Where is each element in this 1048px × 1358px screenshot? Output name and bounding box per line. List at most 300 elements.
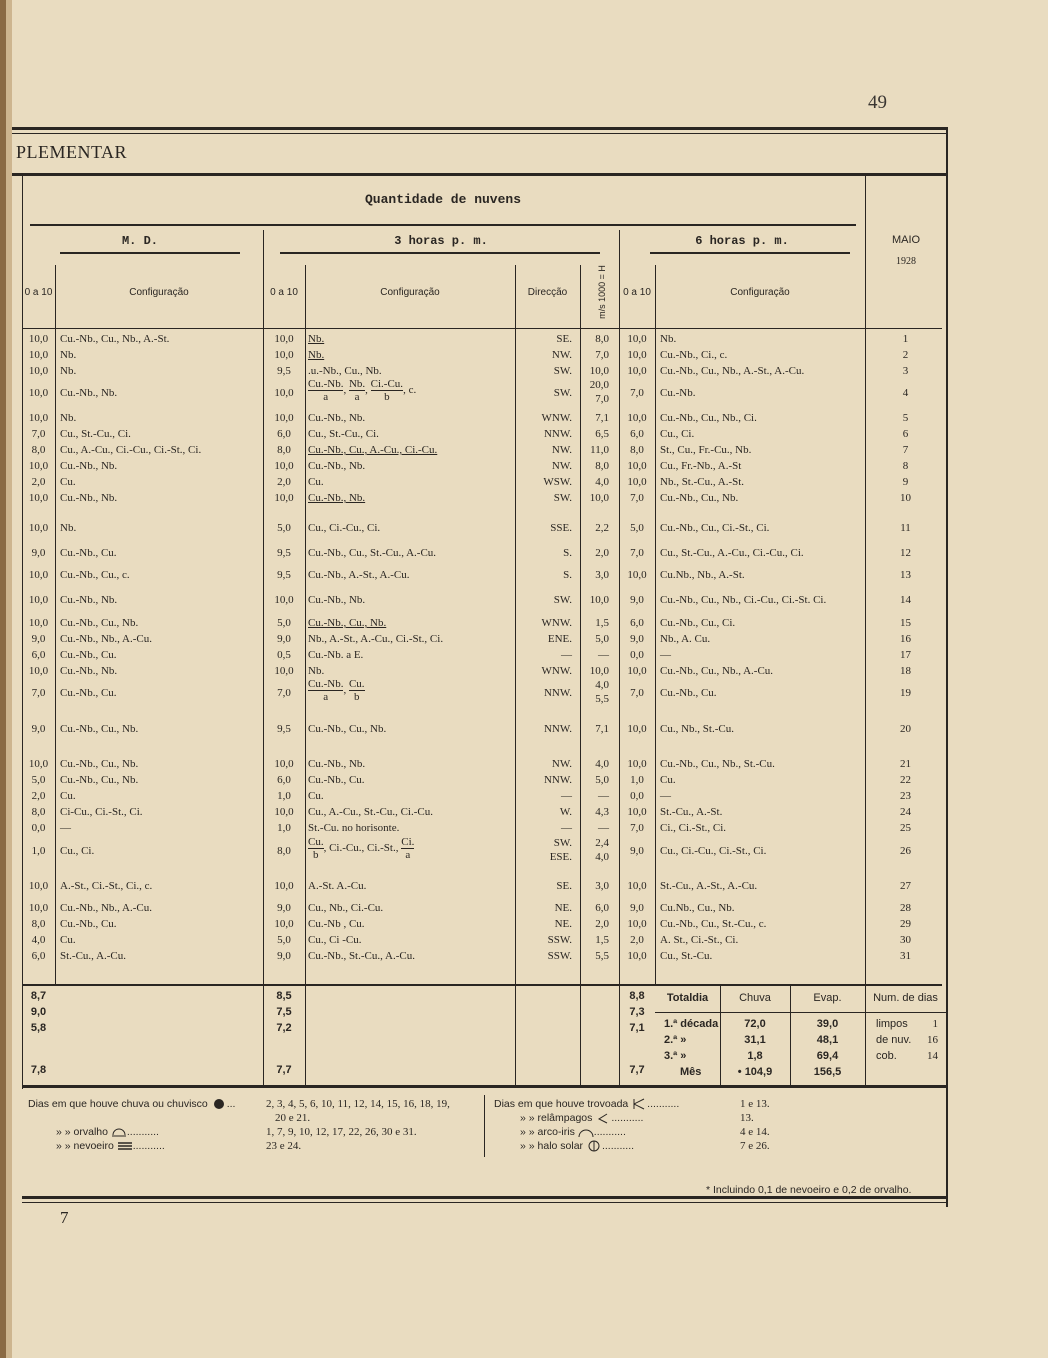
row-7-col-f: 11,0 [590,444,609,456]
row-26-col-g: 9,0 [630,845,644,857]
header-3pm: 3 horas p. m. [394,234,488,248]
row-29-col-h: Cu.-Nb., Cu., St.-Cu., c. [660,918,767,930]
row-15-col-d: Cu.-Nb., Cu., Nb. [308,617,387,629]
book-spine-edge [6,0,12,1358]
row-3-col-d: .u.-Nb., Cu., Nb. [308,365,382,377]
row-24-col-g: 10,0 [627,806,647,818]
row-2-col-h: Cu.-Nb., Ci., c. [660,349,728,361]
row-5-col-a: 10,0 [28,412,49,424]
row-27-col-g: 10,0 [627,880,647,892]
fraction-top: Cu.-Nb. [308,378,344,390]
row-4-col-f [580,378,609,406]
row-12-col-c: 9,5 [277,547,291,559]
row-13-col-e: S. [563,569,572,581]
row-22-col-h: Cu. [660,774,676,786]
row-9-col-i: 9 [902,476,909,488]
col-h6-scale: 0 a 10 [623,287,651,298]
col-md-scale: 0 a 10 [24,287,53,298]
row-19-col-a: 7,0 [31,687,46,699]
row-23-col-c: 1,0 [277,790,291,802]
footer-right-value-1: 13. [740,1112,754,1124]
header-md: M. D. [121,234,158,248]
row-22-col-d: Cu.-Nb., Cu. [308,774,365,786]
separator: , [343,384,349,397]
footer-left-value-1: 20 e 21. [275,1112,311,1124]
row-26-col-b: Cu., Ci. [60,845,95,857]
row-26-col-c: 8,0 [277,845,291,857]
row-14-col-a: 10,0 [28,594,49,606]
row-29-col-d: Cu.-Nb , Cu. [308,918,365,930]
row-12-col-h: Cu., St.-Cu., A.-Cu., Ci.-Cu., Ci. [660,547,804,559]
row-31-col-b: St.-Cu., A.-Cu. [60,950,127,962]
row-30-col-f: 1,5 [595,934,609,946]
row-14-col-b: Cu.-Nb., Nb. [60,594,118,606]
row-24-col-c: 10,0 [274,806,294,818]
decade-evap-1: 48,1 [816,1034,839,1046]
row-22-col-i: 22 [900,774,911,786]
row-21-col-i: 21 [900,758,911,770]
row-3-col-i: 3 [902,365,909,377]
col-line [55,265,56,985]
row-10-col-h: Cu.-Nb., Cu., Nb. [660,492,739,504]
row-31-col-f: 5,5 [595,950,609,962]
footer-left-label-3 [56,1140,165,1152]
top-rule-thin [12,133,947,134]
speed-label: m/s [597,304,607,319]
row-6-col-i: 6 [902,428,909,440]
value-upper: SW. [553,837,572,849]
row-7-col-d: Cu.-Nb., Cu., A.-Cu., Ci.-Cu. [308,444,438,456]
halo-icon [586,1140,602,1152]
row-24-col-a: 8,0 [31,806,46,818]
row-25-col-g: 7,0 [630,822,644,834]
summary-h6-2: 7,1 [629,1022,645,1034]
row-28-col-e: NE. [554,902,572,914]
row-21-col-b: Cu.-Nb., Cu., Nb. [60,758,139,770]
row-6-col-g: 6,0 [630,428,644,440]
row-13-col-h: Cu.Nb., Nb., A.-St. [660,569,745,581]
row-3-col-a: 10,0 [28,365,49,377]
decade-rain-0: 72,0 [744,1018,766,1030]
row-19-col-g: 7,0 [630,687,644,699]
row-14-col-c: 10,0 [274,594,294,606]
col-line [515,265,516,1085]
row-2-col-g: 10,0 [627,349,647,361]
row-1-col-b: Cu.-Nb., Cu., Nb., A.-St. [60,333,170,345]
row-21-col-c: 10,0 [274,758,294,770]
row-6-col-d: Cu., St.-Cu., Ci. [308,428,379,440]
row-22-col-a: 5,0 [31,774,46,786]
fraction-top: Cu. [348,678,365,690]
row-24-col-i: 24 [900,806,911,818]
col-h3-scale: 0 a 10 [270,287,298,298]
row-14-col-h: Cu.-Nb., Cu., Nb., Ci.-Cu., Ci.-St. Ci. [660,594,827,606]
footer-left-label-2 [56,1126,159,1138]
footer-text: » » relâmpagos [520,1112,593,1124]
row-31-col-i: 31 [900,950,911,962]
row-30-col-b: Cu. [60,934,76,946]
row-4-col-i: 4 [902,387,909,399]
row-23-col-i: 23 [900,790,911,802]
header-month: MAIO [891,234,921,246]
row-27-col-e: SE. [556,880,572,892]
row-23-col-f: — [598,790,609,802]
row-26-col-i: 26 [900,845,911,857]
row-20-col-d: Cu.-Nb., Cu., Nb. [308,723,387,735]
row-19-col-f [580,678,609,706]
row-15-col-f: 1,5 [595,617,609,629]
row-18-col-h: Cu.-Nb., Cu., Nb., A.-Cu. [660,665,774,677]
row-10-col-e: SW. [553,492,572,504]
row-17-col-c: 0,5 [277,649,291,661]
row-19-col-h: Cu.-Nb., Cu. [660,687,717,699]
row-5-col-h: Cu.-Nb., Cu., Nb., Ci. [660,412,757,424]
footer-text: » » arco-iris [520,1126,575,1138]
row-12-col-f: 2,0 [595,547,609,559]
row-7-col-c: 8,0 [277,444,291,456]
row-25-col-f: — [598,822,609,834]
row-11-col-f: 2,2 [595,522,609,534]
summary-rule [22,984,942,986]
row-5-col-b: Nb. [60,412,77,424]
row-8-col-f: 8,0 [595,460,609,472]
decade-evap-2: 69,4 [816,1050,839,1062]
row-3-col-h: Cu.-Nb., Cu., Nb., A.-St., A.-Cu. [660,365,805,377]
row-16-col-d: Nb., A.-St., A.-Cu., Ci.-St., Ci. [308,633,444,645]
footer-dots: ........... [601,1140,635,1152]
row-24-col-h: St.-Cu., A.-St. [660,806,723,818]
row-3-col-c: 9,5 [277,365,291,377]
fraction-top: Ci.-Cu. [370,378,404,390]
row-13-col-d: Cu.-Nb., A.-St., A.-Cu. [308,569,410,581]
header-year: 1928 [896,256,916,267]
row-10-col-i: 10 [900,492,911,504]
row-1-col-e: SE. [556,333,572,345]
row-11-col-b: Nb. [60,522,77,534]
row-15-col-b: Cu.-Nb., Cu., Nb. [60,617,139,629]
row-1-col-g: 10,0 [627,333,647,345]
fraction-bottom: b [384,391,390,403]
row-29-col-g: 10,0 [627,918,647,930]
footer-text: » » orvalho [56,1126,108,1138]
right-frame [946,127,948,1207]
row-15-col-h: Cu.-Nb., Cu., Ci. [660,617,736,629]
footer-left-value-3: 23 e 24. [266,1140,302,1152]
footer-left-label-0 [28,1098,235,1110]
fraction-term [308,378,343,403]
row-20-col-c: 9,5 [277,723,291,735]
col-line [655,265,656,985]
row-27-col-c: 10,0 [274,880,294,892]
row-6-col-h: Cu., Ci. [660,428,695,440]
md-rule [60,252,240,254]
row-1-col-a: 10,0 [28,333,49,345]
row-18-col-e: WNW. [541,665,572,677]
row-3-col-g: 10,0 [627,365,647,377]
footer-left-value-0: 2, 3, 4, 5, 6, 10, 11, 12, 14, 15, 16, 18, 19, [266,1098,450,1110]
row-20-col-i: 20 [900,723,911,735]
value-upper: 4,0 [595,679,609,691]
row-28-col-g: 9,0 [630,902,644,914]
row-2-col-c: 10,0 [274,349,294,361]
row-17-col-i: 17 [900,649,911,661]
row-22-col-c: 6,0 [277,774,291,786]
row-13-col-g: 10,0 [627,569,647,581]
footer-right-label-0 [494,1098,679,1110]
row-21-col-f: 4,0 [595,758,609,770]
decade-label-2: 3.ª » [664,1050,687,1062]
row-9-col-d: Cu. [308,476,324,488]
row-19-col-e: NNW. [543,687,572,699]
row-9-col-a: 2,0 [31,476,46,488]
rain-header: Chuva [739,992,771,1004]
row-17-col-b: Cu.-Nb., Cu. [60,649,117,661]
page-number: 49 [868,92,887,113]
row-27-col-a: 10,0 [28,880,49,892]
row-2-col-b: Nb. [60,349,77,361]
term: Ci.-St. [367,842,396,855]
row-9-col-c: 2,0 [277,476,291,488]
fraction-bottom: a [354,391,360,403]
lightning-icon [595,1112,611,1124]
page-number-bottom: 7 [60,1208,69,1227]
row-17-col-d: Cu.-Nb. a E. [308,649,364,661]
row-29-col-f: 2,0 [595,918,609,930]
decade-rain-1: 31,1 [744,1034,766,1046]
row-27-col-h: St.-Cu., A.-St., A.-Cu. [660,880,758,892]
thunder-icon [631,1098,647,1110]
separator: , [343,684,349,697]
row-6-col-f: 6,5 [595,428,609,440]
row-27-col-d: A.-St. A.-Cu. [308,880,367,892]
row-8-col-c: 10,0 [274,460,294,472]
bottom-rule-thin [22,1202,948,1203]
row-13-col-f: 3,0 [595,569,609,581]
fraction-top: Ci. [401,836,415,848]
row-21-col-e: NW. [551,758,572,770]
row-23-col-a: 2,0 [31,790,46,802]
row-27-col-f: 3,0 [595,880,609,892]
fraction-bottom: b [354,691,360,703]
days-label-2: cob. [876,1050,897,1062]
row-20-col-f: 7,1 [595,723,609,735]
header-bottom-rule [22,328,942,329]
row-14-col-d: Cu.-Nb., Nb. [308,594,366,606]
row-26-col-a: 1,0 [31,845,46,857]
row-16-col-a: 9,0 [31,633,46,645]
row-22-col-b: Cu.-Nb., Cu., Nb. [60,774,139,786]
row-25-col-h: Ci., Ci.-St., Ci. [660,822,727,834]
row-26-col-f [580,836,609,864]
row-18-col-a: 10,0 [28,665,49,677]
row-21-col-h: Cu.-Nb., Cu., Nb., St.-Cu. [660,758,775,770]
row-30-col-c: 5,0 [277,934,291,946]
row-11-col-d: Cu., Ci.-Cu., Ci. [308,522,381,534]
rain-icon [211,1098,227,1110]
decade-label-3: Mês [680,1066,702,1078]
summary-md-2: 5,8 [30,1022,47,1034]
row-10-col-a: 10,0 [28,492,49,504]
summary-h6-0: 8,8 [629,990,645,1002]
col-md-config: Configuração [129,287,189,298]
row-12-col-a: 9,0 [31,547,46,559]
header-6pm: 6 horas p. m. [695,234,789,248]
row-15-col-i: 15 [900,617,911,629]
row-8-col-i: 8 [902,460,909,472]
summary-bottom-rule [22,1085,946,1088]
row-7-col-b: Cu., A.-Cu., Ci.-Cu., Ci.-St., Ci. [60,444,202,456]
row-5-col-c: 10,0 [274,412,294,424]
h3-rule [280,252,600,254]
row-29-col-c: 10,0 [274,918,294,930]
fraction-term [401,836,414,861]
row-11-col-h: Cu.-Nb., Cu., Ci.-St., Ci. [660,522,770,534]
footnote: * Incluindo 0,1 de nevoeiro e 0,2 de orvalho. [706,1184,912,1196]
days-label-1: de nuv. [876,1034,912,1046]
row-28-col-a: 10,0 [28,902,49,914]
row-3-col-b: Nb. [60,365,77,377]
row-25-col-a: 0,0 [31,822,46,834]
row-27-col-b: A.-St., Ci.-St., Ci., c. [60,880,153,892]
row-8-col-d: Cu.-Nb., Nb. [308,460,366,472]
row-11-col-i: 11 [900,522,911,534]
row-16-col-e: ENE. [547,633,572,645]
decade-label-1: 2.ª » [664,1034,687,1046]
row-17-col-f: — [598,649,609,661]
row-30-col-g: 2,0 [630,934,644,946]
separator: , [365,384,371,397]
row-10-col-f: 10,0 [589,492,609,504]
row-13-col-i: 13 [900,569,911,581]
col-h6-config: Configuração [730,287,790,298]
row-30-col-e: SSW. [547,934,572,946]
row-22-col-f: 5,0 [595,774,609,786]
fraction-bottom: a [323,391,329,403]
footer-right-label-1 [520,1112,643,1124]
fraction-term [308,678,343,703]
row-14-col-f: 10,0 [589,594,609,606]
row-7-col-g: 8,0 [630,444,644,456]
summary-h3-2: 7,2 [276,1022,292,1034]
row-5-col-e: WNW. [541,412,572,424]
bottom-rule [22,1196,948,1199]
value-lower: 7,0 [595,393,609,405]
row-14-col-e: SW. [553,594,572,606]
summary-h6-3: 7,7 [629,1064,645,1076]
col-h3-direction: Direcção [527,287,568,298]
days-value-0: 1 [932,1018,938,1030]
footer-dots: ... [226,1098,236,1110]
fog-icon [117,1140,133,1152]
top-rule [12,127,947,130]
row-9-col-b: Cu. [60,476,76,488]
fraction-term [349,678,365,703]
row-18-col-d: Nb. [308,665,325,677]
row-16-col-c: 9,0 [277,633,291,645]
row-19-col-d [308,678,513,703]
row-20-col-b: Cu.-Nb., Cu., Nb. [60,723,139,735]
days-value-1: 16 [927,1034,938,1046]
footer-text: Dias em que houve trovoada [494,1098,629,1110]
fraction-term [349,378,365,403]
row-5-col-i: 5 [902,412,909,424]
footer-text: Dias em que houve chuva ou chuvisco [28,1098,208,1110]
row-22-col-e: NNW. [543,774,572,786]
row-12-col-e: S. [563,547,572,559]
decade-evap-0: 39,0 [816,1018,839,1030]
row-28-col-c: 9,0 [277,902,291,914]
row-25-col-d: St.-Cu. no horisonte. [308,822,400,834]
row-25-col-b: — [60,822,71,834]
row-19-col-c: 7,0 [277,687,291,699]
decade-rain-3: • 104,9 [737,1066,773,1078]
row-4-col-c: 10,0 [274,387,294,399]
summary-h3-3: 7,7 [276,1064,292,1076]
row-9-col-e: WSW. [543,476,572,488]
evap-header: Evap. [813,992,842,1004]
row-28-col-d: Cu., Nb., Ci.-Cu. [308,902,384,914]
row-27-col-i: 27 [900,880,911,892]
summary-md-1: 9,0 [30,1006,47,1018]
row-10-col-c: 10,0 [274,492,294,504]
row-3-col-f: 10,0 [589,365,609,377]
row-8-col-g: 10,0 [627,460,647,472]
section-title: PLEMENTAR [16,142,128,162]
footer-text: » » halo solar [520,1140,584,1152]
row-20-col-e: NNW. [543,723,572,735]
decade-label-0: 1.ª década [664,1018,719,1030]
row-6-col-b: Cu., St.-Cu., Ci. [60,428,131,440]
fraction-bottom: b [313,849,319,861]
row-4-col-a: 10,0 [28,387,49,399]
header-main: Quantidade de nuvens [364,192,522,207]
footer-dots: ........... [132,1140,165,1152]
row-28-col-b: Cu.-Nb., Nb., A.-Cu. [60,902,152,914]
row-24-col-b: Ci-Cu., Ci.-St., Ci. [60,806,143,818]
summary-h6-1: 7,3 [629,1006,645,1018]
footer-dots: ........... [126,1126,159,1138]
separator: , [361,842,367,855]
row-29-col-a: 8,0 [31,918,46,930]
row-2-col-d: Nb. [308,349,325,361]
row-28-col-i: 28 [900,902,911,914]
row-9-col-h: Nb., St.-Cu., A.-St. [660,476,745,488]
row-17-col-e: — [561,649,572,661]
summary-header-rule [865,1012,946,1013]
header-rule [12,173,947,176]
dew-icon [111,1126,127,1138]
row-11-col-e: SSE. [550,522,572,534]
row-4-col-h: Cu.-Nb. [660,387,696,399]
footer-dots: ........... [611,1112,644,1124]
row-15-col-g: 6,0 [630,617,644,629]
row-10-col-b: Cu.-Nb., Nb. [60,492,118,504]
footer-right-value-3: 7 e 26. [740,1140,770,1152]
col-h3-speed [597,262,607,322]
rainbow-icon [578,1126,594,1138]
days-label-0: limpos [876,1018,908,1030]
fraction-top: Cu. [308,836,324,848]
days-value-2: 14 [927,1050,938,1062]
row-10-col-d: Cu.-Nb., Nb. [308,492,366,504]
days-header: Num. de dias [873,992,938,1004]
footer-dots: ........... [647,1098,680,1110]
fraction-top: Nb. [348,378,366,390]
row-14-col-g: 9,0 [630,594,644,606]
row-14-col-i: 14 [900,594,911,606]
row-25-col-c: 1,0 [277,822,291,834]
footer-dots: ........... [593,1126,626,1138]
